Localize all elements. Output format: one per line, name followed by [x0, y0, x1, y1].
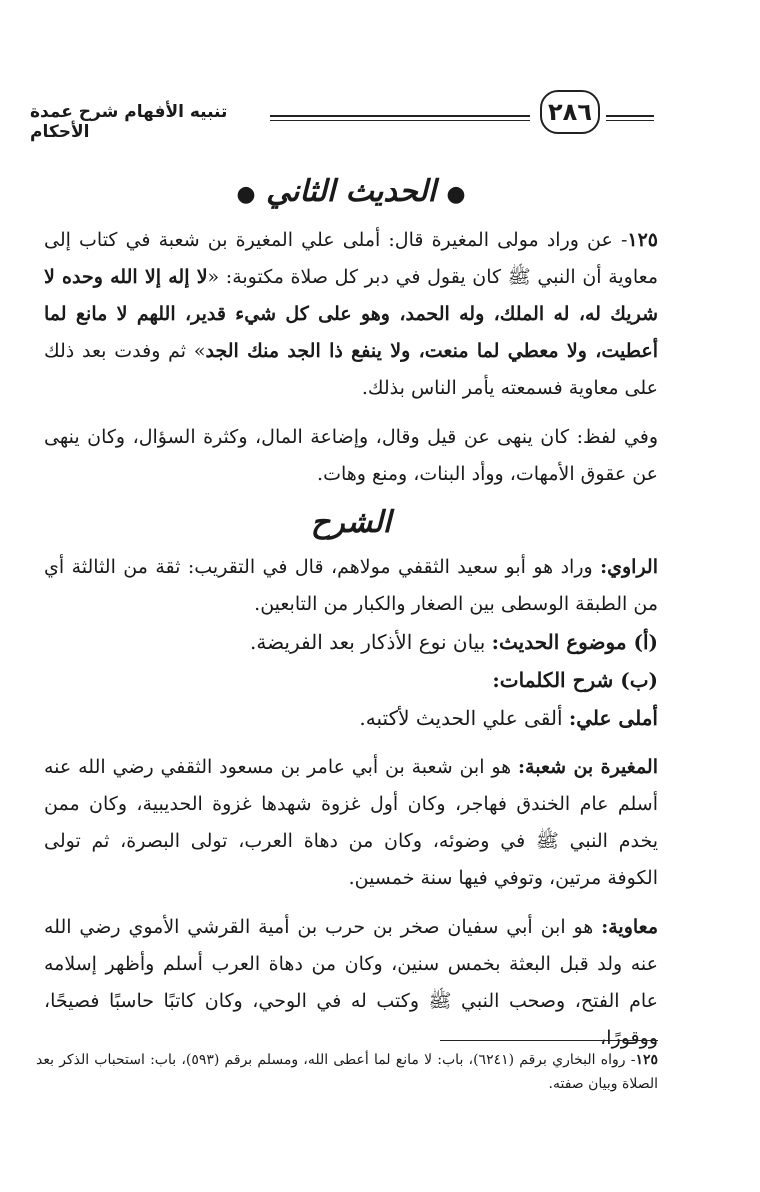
footnote-rule [440, 1040, 658, 1041]
muawiya-text: هو ابن أبي سفيان صخر بن حرب بن أمية القرشي الأموي رضي الله عنه ولد قبل البعثة بخمس سنين، وكان من دهاة العرب أسلم وأظهر إسلامه عام الفتح، وصحب النبي ﷺ وكتب له في الوحي، وكان كاتبًا حاسبًا فصيحًا، ووقورًا، [44, 916, 658, 1049]
topic-text: بيان نوع الأذكار بعد الفريضة. [249, 630, 492, 654]
mughira-label: المغيرة بن شعبة: [518, 756, 659, 778]
narrator-paragraph [44, 549, 658, 623]
mughira-text: هو ابن شعبة بن أبي عامر بن مسعود الثقفي رضي الله عنه أسلم عام الخندق فهاجر، وكان أول غزوة شهدها غزوة الحديبية، وكان ممن يخدم النبي ﷺ في وضوئه، وكان من دهاة العرب، تولى البصرة، ثم تولى الكوفة مرتين، وتوفي فيها سنة خمسين. [44, 756, 658, 889]
hadith-dhikr: لا إله إلا الله وحده لا شريك له، له الملك، وله الحمد، وهو على كل شيء قدير، اللهم لا مانع لما أعطيت، ولا معطي لما منعت، ولا ينفع ذا الجد منك الجد [44, 266, 658, 362]
hadith-variant: وفي لفظ: كان ينهى عن قيل وقال، وإضاعة المال، وكثرة السؤال، وكان ينهى عن عقوق الأمهات، ووأد البنات، ومنع وهات. [44, 426, 658, 485]
header-rule [270, 115, 530, 121]
muawiya-label: معاوية: [601, 916, 658, 938]
header-rule [606, 115, 654, 121]
hadith-text [44, 222, 658, 407]
muawiya-paragraph [44, 909, 658, 1057]
hadith-intro: - عن وراد مولى المغيرة قال: أملى علي المغيرة بن شعبة في كتاب إلى معاوية أن النبي ﷺ كان يقول في دبر كل صلاة مكتوبة: « [44, 229, 658, 288]
hadith-number: ١٢٥ [627, 229, 658, 251]
narrator-text: وراد هو أبو سعيد الثقفي مولاهم، قال في التقريب: ثقة من الثالثة أي من الطبقة الوسطى بين الصغار والكبار من التابعين. [44, 556, 658, 615]
book-title: تنبيه الأفهام شرح عمدة الأحكام [30, 102, 228, 142]
footnote [36, 1048, 658, 1096]
narrator-label: الراوي: [600, 556, 658, 578]
amla-line [44, 699, 658, 737]
footnote-number: ١٢٥ [635, 1052, 658, 1068]
page-body [44, 170, 658, 1057]
topic-label: (أ) موضوع الحديث: [491, 630, 658, 654]
mughira-paragraph [44, 749, 658, 897]
footnote-text: - رواه البخاري برقم (٦٢٤١)، باب: لا مانع لما أعطى الله، ومسلم برقم (٥٩٣)، باب: استحباب الذكر بعد الصلاة وبيان صفته. [36, 1052, 658, 1092]
hadith-heading-text: الحديث الثاني [266, 174, 436, 209]
words-heading: (ب) شرح الكلمات: [492, 668, 658, 692]
sharh-heading: الشرح [310, 505, 392, 540]
hadith-heading [44, 170, 658, 216]
page-number: ٢٨٦ [540, 90, 600, 134]
hadith-close: » ثم وفدت بعد ذلك على معاوية فسمعته يأمر الناس بذلك. [44, 340, 658, 399]
bullet-icon: ● [446, 181, 466, 207]
amla-text: ألقى علي الحديث لأكتبه. [359, 706, 569, 730]
page-header [30, 82, 655, 142]
amla-label: أملى علي: [568, 706, 658, 730]
topic-line [44, 623, 658, 661]
bullet-icon: ● [236, 181, 256, 207]
